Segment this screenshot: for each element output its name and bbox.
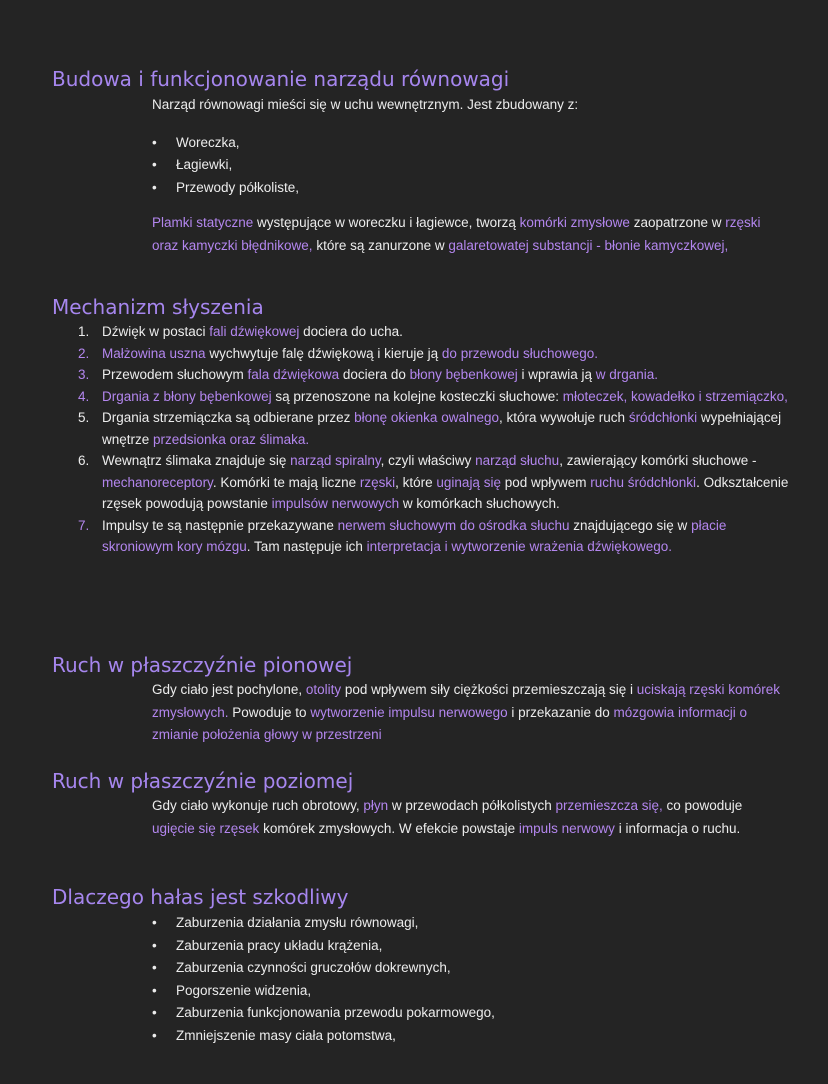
highlight-text: do przewodu słuchowego. (441, 345, 599, 361)
body-text: Dźwięk w postaci (102, 324, 210, 339)
list-number: 5. (78, 410, 90, 425)
body-text: zaopatrzone w (629, 215, 726, 230)
list-item: • Pogorszenie widzenia, (152, 980, 828, 1003)
section-vertical-plane (0, 652, 828, 747)
body-text: Przewodem słuchowym (102, 367, 248, 382)
section-heading: Dlaczego hałas jest szkodliwy (52, 885, 349, 909)
highlight-text: w drgania. (595, 367, 659, 382)
list-item: • Zmniejszenie masy ciała potomstwa, (152, 1025, 828, 1048)
highlight-text: rzęski oraz kamyczki błędnikowe, (152, 215, 761, 253)
highlight-text: płyn (363, 798, 389, 813)
list-item (78, 407, 828, 450)
section-paragraph (152, 679, 788, 747)
highlight-text: przemieszcza się, (555, 798, 663, 813)
list-item (78, 321, 828, 343)
body-text: pod wpływem (500, 474, 591, 490)
list-number: 7. (78, 517, 90, 533)
body-text: dociera do ucha. (299, 324, 403, 339)
section-hearing-mechanism (0, 294, 828, 558)
list-item: • Zaburzenia działania zmysłu równowagi, (152, 912, 828, 935)
list-item: • Przewody półkoliste, (152, 177, 828, 200)
body-text: wypełniającej wnętrze (102, 410, 782, 447)
list-item (78, 343, 828, 365)
highlight-text: płacie skroniowym kory mózgu (102, 517, 727, 554)
highlight-text: ugięcie się rzęsek (152, 820, 260, 836)
body-text: . Tam następuje ich (246, 539, 367, 554)
body-text: Gdy ciało wykonuje ruch obrotowy, (152, 798, 364, 813)
highlight-text: fali dźwiękowej (209, 324, 300, 339)
body-text: w przewodach półkolistych (388, 798, 556, 813)
body-text: które są zanurzone w (312, 237, 449, 253)
highlight-text: narząd spiralny (290, 453, 381, 468)
body-text: . Komórki te mają liczne (212, 474, 360, 490)
section-heading: Mechanizm słyszenia (52, 295, 264, 319)
body-text: komórek zmysłowych. W efekcie powstaje (259, 820, 519, 836)
body-text: co powoduje (662, 798, 743, 813)
highlight-text: Małżowina uszna (102, 345, 206, 361)
body-text: , zawierający komórki słuchowe - (559, 453, 757, 468)
body-text: pod wpływem siły ciężkości przemieszczają się i (341, 682, 637, 697)
body-text: dociera do (339, 367, 410, 382)
section-noise-harm (0, 884, 828, 1047)
highlight-text: młoteczek, kowadełko i strzemiączko, (562, 388, 788, 404)
highlight-text: interpretacja i wytworzenie wrażenia dźwiękowego. (366, 539, 673, 554)
list-item (78, 364, 828, 386)
section-heading: Ruch w płaszczyźnie poziomej (52, 769, 354, 793)
section-intro: Narząd równowagi mieści się w uchu wewnętrznym. Jest zbudowany z: (152, 97, 579, 112)
highlight-text: narząd słuchu (475, 453, 560, 468)
highlight-text: błony bębenkowej (409, 367, 518, 382)
highlight-text: mózgowia informacji o zmianie położenia głowy w przestrzeni (152, 704, 748, 742)
body-text: . Odkształcenie rzęsek powodują powstanie (102, 474, 789, 511)
body-text: znajdującego się w (569, 517, 692, 533)
body-text: występujące w woreczku i łagiewce, tworzą (253, 215, 520, 230)
highlight-text: nerwem słuchowym do ośrodka słuchu (337, 517, 570, 533)
list-item: • Zaburzenia pracy układu krążenia, (152, 935, 828, 958)
body-text: wychwytuje falę dźwiękową i kieruje ją (205, 345, 442, 361)
highlight-text: uciskają rzęski komórek zmysłowych. (152, 682, 781, 720)
highlight-text: śródchłonki (628, 410, 698, 425)
list-number: 3. (78, 367, 90, 382)
list-item (78, 450, 828, 515)
highlight-text: przedsionka oraz ślimaka. (153, 431, 310, 447)
body-text: w komórkach słuchowych. (399, 496, 560, 511)
bullet-list (0, 912, 828, 1047)
highlight-text: impulsów nerwowych (271, 496, 400, 511)
section-paragraph (152, 212, 788, 257)
list-number: 2. (78, 345, 90, 361)
body-text: i przekazanie do (507, 704, 614, 720)
highlight-text: ruchu śródchłonki (590, 474, 697, 490)
list-item: • Zaburzenia czynności gruczołów dokrewnych, (152, 957, 828, 980)
highlight-text: Plamki statyczne (152, 215, 254, 230)
section-balance-organ (0, 66, 828, 257)
highlight-text: fala dźwiękowa (247, 367, 340, 382)
body-text: , które (395, 474, 437, 490)
section-horizontal-plane (0, 768, 828, 840)
highlight-text: impuls nerwowy (518, 820, 615, 836)
list-number: 6. (78, 453, 90, 468)
body-text: Wewnątrz ślimaka znajduje się (102, 453, 291, 468)
bullet-list (0, 132, 828, 200)
numbered-list (0, 321, 828, 558)
highlight-text: rzęski (359, 474, 396, 490)
body-text: Gdy ciało jest pochylone, (152, 682, 306, 697)
list-item (78, 386, 828, 408)
list-item: • Łagiewki, (152, 154, 828, 177)
list-number: 1. (78, 324, 90, 339)
highlight-text: błonę okienka owalnego (354, 410, 499, 425)
highlight-text: otolity (305, 682, 342, 697)
body-text: i informacja o ruchu. (614, 820, 741, 836)
highlight-text: wytworzenie impulsu nerwowego (310, 704, 508, 720)
highlight-text: uginają się (436, 474, 501, 490)
body-text: , czyli właściwy (380, 453, 476, 468)
body-text: Powoduje to (228, 704, 311, 720)
highlight-text: Drgania z błony bębenkowej (102, 388, 272, 404)
list-item (78, 515, 828, 558)
section-heading: Ruch w płaszczyźnie pionowej (52, 653, 353, 677)
body-text: Drgania strzemiączka są odbierane przez (102, 410, 355, 425)
list-item: • Woreczka, (152, 132, 828, 155)
body-text: i wprawia ją (517, 367, 596, 382)
highlight-text: komórki zmysłowe (519, 215, 630, 230)
section-paragraph (152, 795, 788, 840)
highlight-text: mechanoreceptory (102, 474, 213, 490)
section-heading: Budowa i funkcjonowanie narządu równowagi (52, 67, 510, 91)
body-text: , która wywołuje ruch (499, 410, 629, 425)
body-text: są przenoszone na kolejne kosteczki słuchowe: (271, 388, 563, 404)
list-item: • Zaburzenia funkcjonowania przewodu pokarmowego, (152, 1002, 828, 1025)
body-text: Impulsy te są następnie przekazywane (102, 517, 338, 533)
highlight-text: galaretowatej substancji - błonie kamyczkowej, (448, 237, 729, 253)
list-number: 4. (78, 388, 90, 404)
